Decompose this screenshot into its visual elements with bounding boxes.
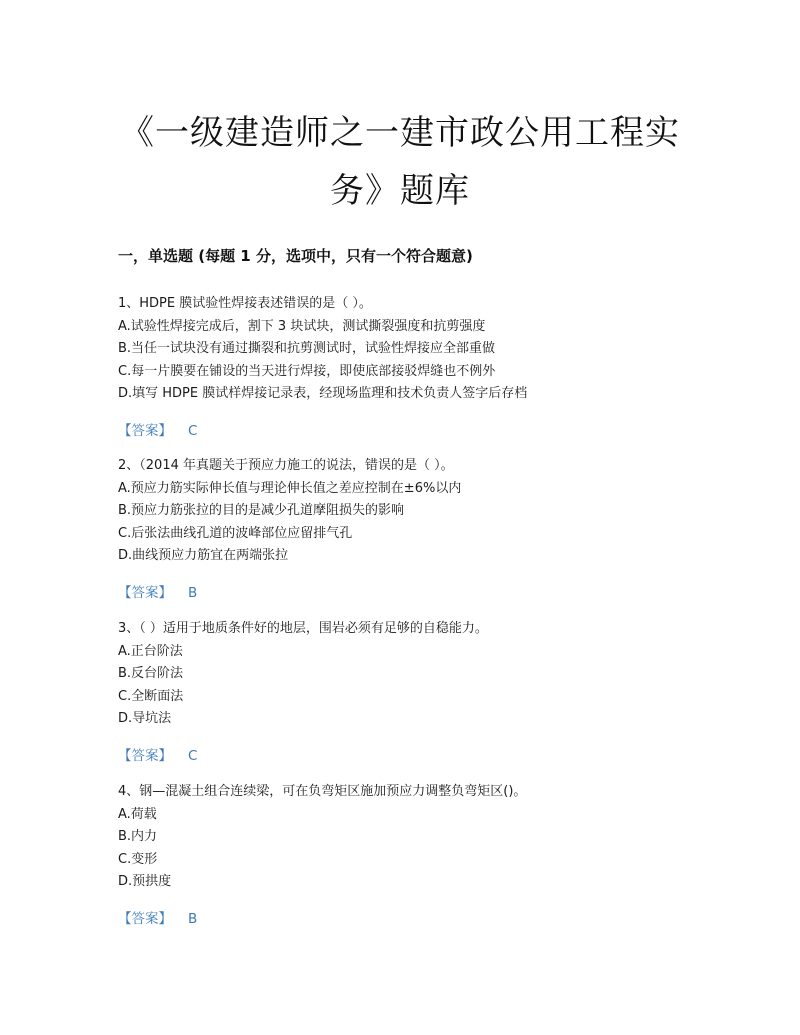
question-3	[118, 618, 718, 767]
question-4	[118, 781, 718, 930]
section-heading: 一，单选题 (每题 1 分，选项中，只有一个符合题意)	[118, 247, 473, 265]
answer-row	[118, 745, 718, 767]
document-title	[100, 104, 700, 220]
document-title-line-2: 务》题库	[330, 171, 470, 211]
option-d: D.导坑法	[118, 711, 172, 726]
question-stem: 1、HDPE 膜试验性焊接表述错误的是（ ）。	[118, 296, 372, 311]
option-a: A.试验性焊接完成后，割下 3 块试块，测试撕裂强度和抗剪强度	[118, 318, 486, 334]
answer-value: C	[188, 422, 198, 439]
option-c: C.后张法曲线孔道的波峰部位应留排气孔	[118, 525, 353, 541]
question-stem: 4、钢—混凝土组合连续梁，可在负弯矩区施加预应力调整负弯矩区()。	[118, 784, 527, 799]
question-1	[118, 293, 718, 442]
option-a: A.荷载	[118, 806, 157, 822]
question-stem: 2、（2014 年真题关于预应力施工的说法，错误的是（ ）。	[118, 458, 454, 473]
option-b: B.当任一试块没有通过撕裂和抗剪测试时，试验性焊接应全部重做	[118, 341, 496, 356]
question-stem: 3、（ ）适用于地质条件好的地层，围岩必须有足够的自稳能力。	[118, 621, 488, 636]
answer-row	[118, 908, 718, 930]
option-a: A.正台阶法	[118, 643, 183, 659]
answer-row	[118, 582, 718, 604]
question-2	[118, 455, 718, 604]
option-b: B.内力	[118, 829, 158, 844]
answer-value: B	[188, 910, 198, 927]
option-b: B.预应力筋张拉的目的是减少孔道摩阻损失的影响	[118, 503, 405, 518]
option-c: C.变形	[118, 851, 158, 867]
option-d: D.曲线预应力筋宜在两端张拉	[118, 548, 289, 563]
answer-row	[118, 420, 718, 442]
answer-label: 【答案】	[118, 584, 172, 601]
option-d: D.预拱度	[118, 874, 172, 889]
option-c: C.全断面法	[118, 688, 184, 704]
document-title-line-1: 《一级建造师之一建市政公用工程实	[120, 113, 680, 153]
answer-value: B	[188, 584, 198, 601]
answer-value: C	[188, 747, 198, 764]
option-b: B.反台阶法	[118, 666, 184, 681]
option-d: D.填写 HDPE 膜试样焊接记录表，经现场监理和技术负责人签字后存档	[118, 386, 528, 401]
option-a: A.预应力筋实际伸长值与理论伸长值之差应控制在±6%以内	[118, 480, 462, 496]
option-c: C.每一片膜要在铺设的当天进行焊接，即使底部接驳焊缝也不例外	[118, 363, 496, 379]
answer-label: 【答案】	[118, 910, 172, 927]
answer-label: 【答案】	[118, 422, 172, 439]
answer-label: 【答案】	[118, 747, 172, 764]
